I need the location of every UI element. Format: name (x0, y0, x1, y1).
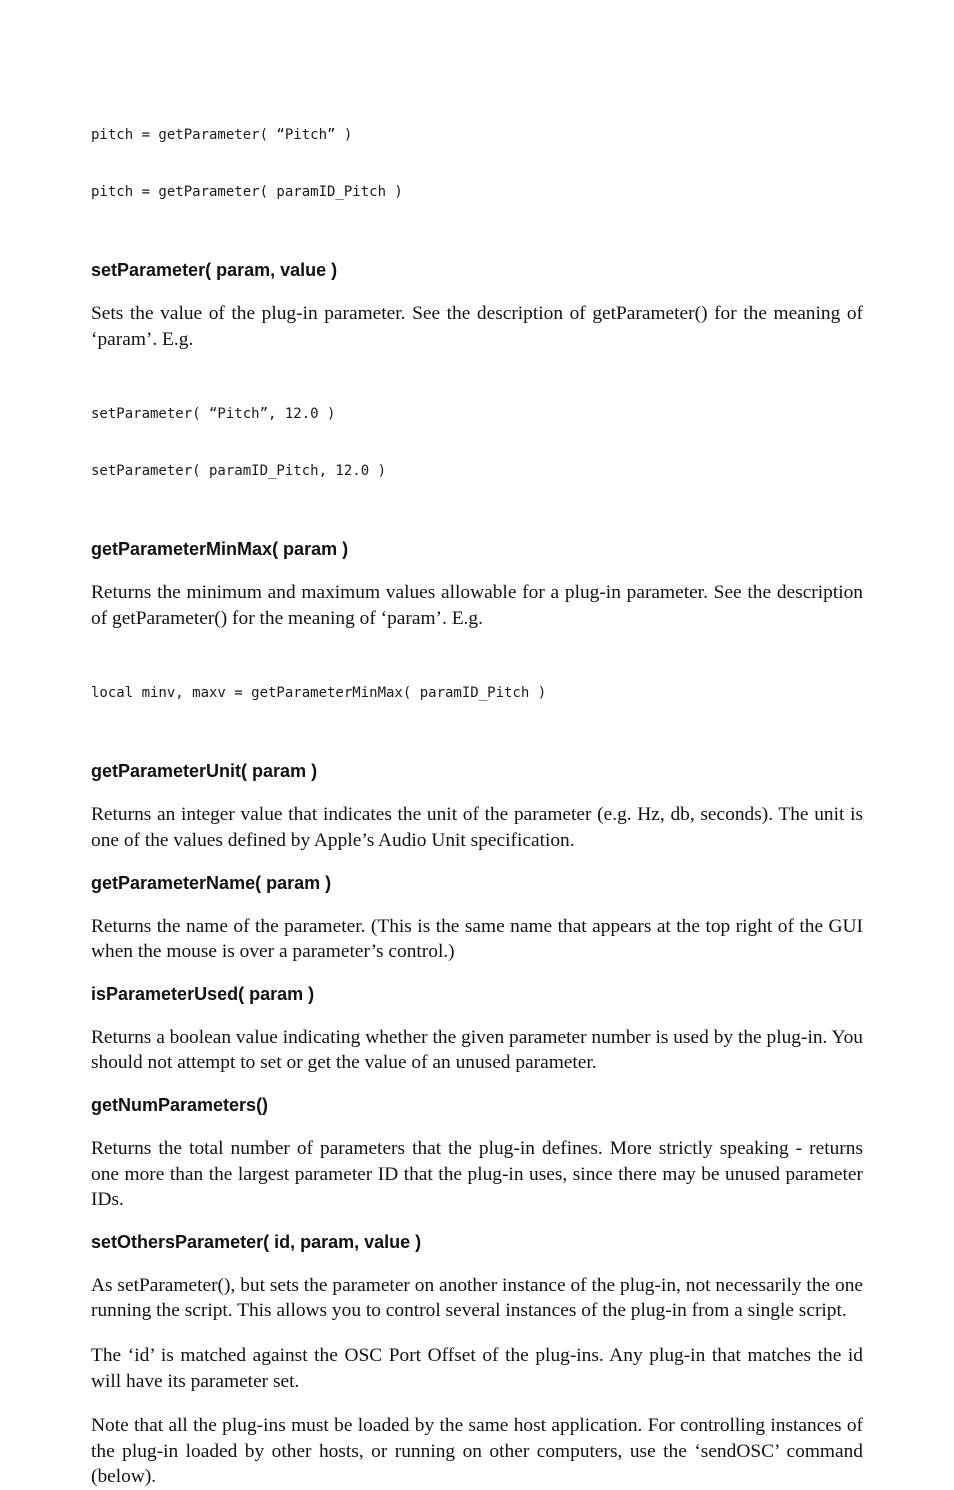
code-block-setparameter-examples (91, 367, 863, 519)
heading-isparameterused: isParameterUsed( param ) (91, 983, 315, 1004)
code-block-getparameterminmax-example (91, 646, 863, 741)
heading-getparametername: getParameterName( param ) (91, 872, 332, 893)
paragraph-setothersparameter-2: The ‘id’ is matched against the OSC Port Offset of the plug-ins. Any plug-in that matches the id will have its parameter set. (91, 1344, 863, 1392)
heading-setparameter: setParameter( param, value ) (91, 260, 338, 280)
heading-setothersparameter: setOthersParameter( id, param, value ) (91, 1231, 422, 1252)
paragraph-getparameterunit: Returns an integer value that indicates the unit of the parameter (e.g. Hz, db, seconds). The unit is one of the values defined by Apple’s Audio Unit specification. (91, 804, 863, 851)
heading-getparameterunit: getParameterUnit( param ) (91, 761, 318, 782)
paragraph-setothersparameter-3: Note that all the plug-ins must be loaded by the same host application. For controlling instances of the plug-in loaded by other hosts, or running on other computers, use the ‘sendOSC’ command (below). (91, 1415, 863, 1488)
paragraph-getparameterminmax: Returns the minimum and maximum values allowable for a plug-in parameter. See the description of getParameter() for the meaning of ‘param’. E.g. (91, 582, 863, 629)
code-line: pitch = getParameter( paramID_Pitch ) (91, 184, 403, 200)
heading-getnumparameters: getNumParameters() (91, 1094, 269, 1115)
code-line: local minv, maxv = getParameterMinMax( paramID_Pitch ) (91, 685, 547, 702)
paragraph-getnumparameters: Returns the total number of parameters that the plug-in defines. More strictly speaking - returns one more than the largest parameter ID that the plug-in uses, since there may be unused parameter IDs. (91, 1137, 863, 1211)
code-line: setParameter( “Pitch”, 12.0 ) (91, 406, 336, 423)
heading-getparameterminmax: getParameterMinMax( param ) (91, 539, 349, 560)
paragraph-setothersparameter-1: As setParameter(), but sets the parameter on another instance of the plug-in, not necessarily the one running the script. This allows you to control several instances of the plug-in from a single script. (91, 1274, 863, 1322)
code-line: pitch = getParameter( “Pitch” ) (91, 127, 353, 143)
document-page (91, 88, 863, 1490)
paragraph-setparameter: Sets the value of the plug-in parameter. See the description of getParameter() for the meaning of ‘param’. E.g. (91, 303, 863, 350)
paragraph-getparametername: Returns the name of the parameter. (This is the same name that appears at the top right of the GUI when the mouse is over a parameter’s control.) (91, 915, 863, 963)
code-line: setParameter( paramID_Pitch, 12.0 ) (91, 463, 387, 480)
paragraph-isparameterused: Returns a boolean value indicating whether the given parameter number is used by the plug-in. You should not attempt to set or get the value of an unused parameter. (91, 1026, 863, 1074)
code-block-getparameter-examples (91, 88, 863, 240)
